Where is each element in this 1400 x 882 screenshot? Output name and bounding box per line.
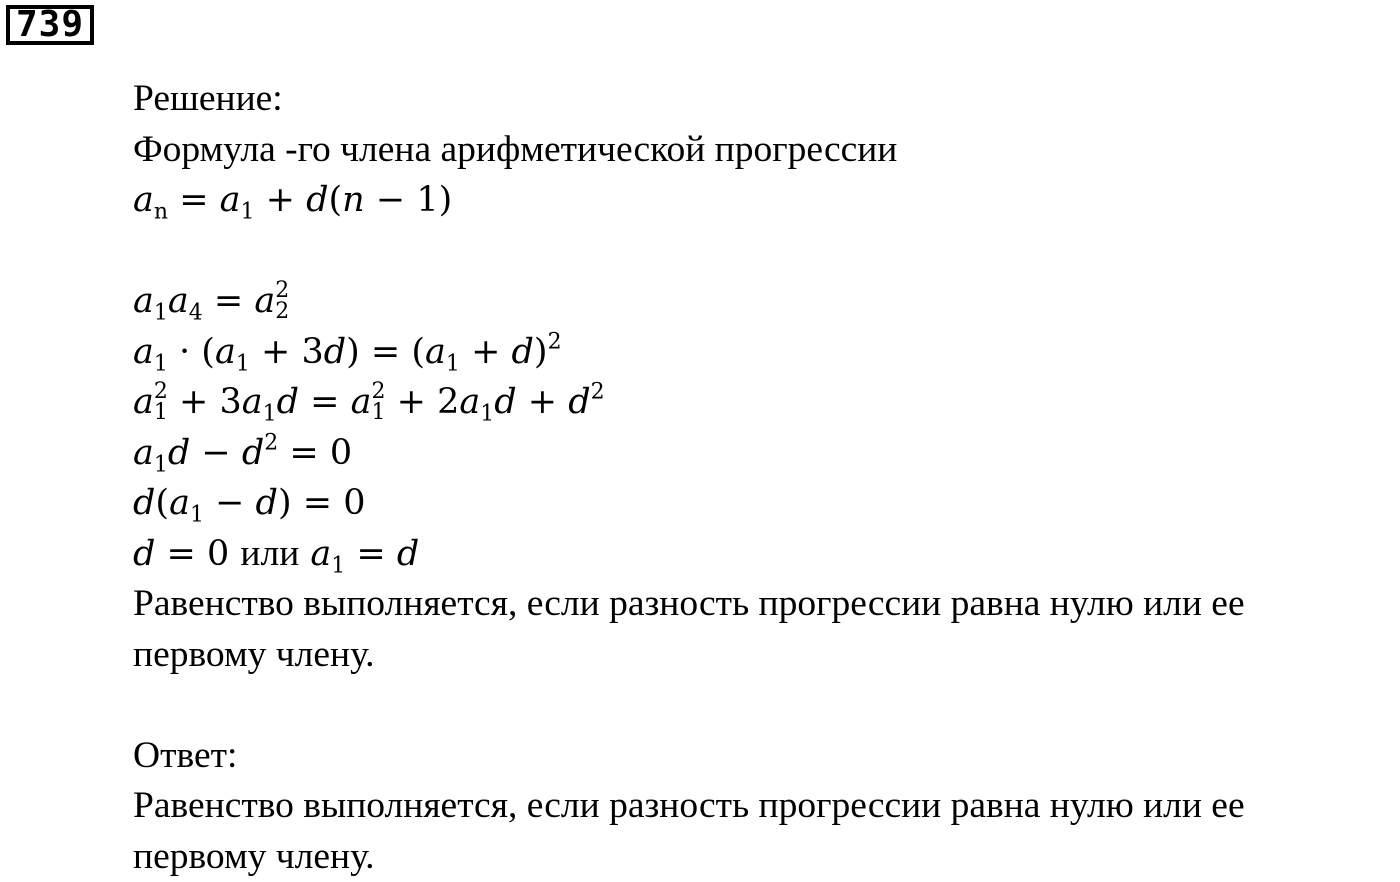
- conclusion-line-1: Равенство выполняется, если разность прогрессии равна нулю или ее: [133, 579, 1400, 630]
- solution-content: [133, 74, 1400, 882]
- equation-general-term: $a_n = a_1 + d(n - 1)$: [133, 175, 1400, 226]
- equation-step-3: a 2 1 + $3a_1d = a$ 2 1 + $2a_1d + d^2$: [133, 377, 1400, 428]
- equation-step-4: $a_1d - d^2 = 0$: [133, 428, 1400, 479]
- answer-line-2: первому члену.: [133, 832, 1400, 882]
- answer-line-1: Равенство выполняется, если разность прогрессии равна нулю или ее: [133, 781, 1400, 832]
- problem-number: 739: [16, 7, 84, 43]
- formula-caption: Формула -го члена арифметической прогрессии: [133, 125, 1400, 176]
- spacer: [133, 680, 1400, 731]
- problem-number-box: [6, 5, 94, 45]
- equation-step-5: $d(a_1 - d) = 0$: [133, 478, 1400, 529]
- equation-step-6: d = 0 или $a_1 = d$: [133, 529, 1400, 580]
- or-word: или: [240, 533, 299, 574]
- equation-step-1: $a_1a_4 = a$ 2 2: [133, 276, 1400, 327]
- equation-step-2: $a_1 \cdot (a_1 + 3d) = (a_1 + d)^2$: [133, 327, 1400, 378]
- solution-label: Решение:: [133, 74, 1400, 125]
- conclusion-line-2: первому члену.: [133, 630, 1400, 681]
- answer-label: Ответ:: [133, 731, 1400, 782]
- spacer: [133, 226, 1400, 277]
